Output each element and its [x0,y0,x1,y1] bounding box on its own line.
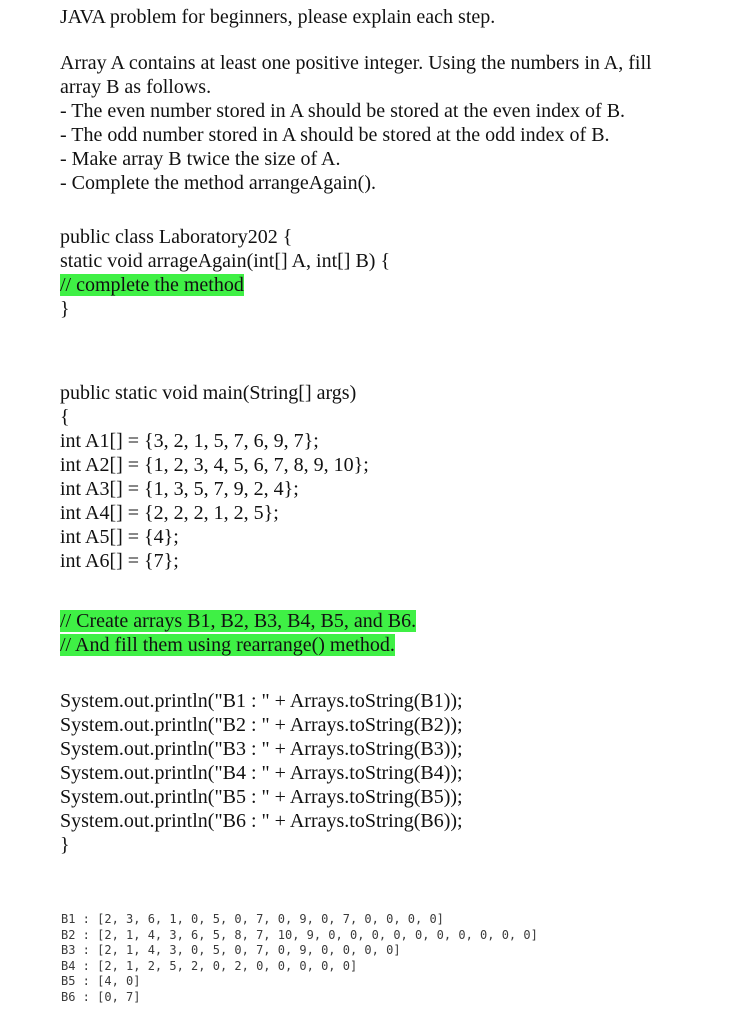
array-a4: int A4[] = {2, 2, 2, 1, 2, 5}; [60,502,279,524]
rule-size: - Make array B twice the size of A. [60,148,341,170]
print-b2: System.out.println("B2 : " + Arrays.toString(B2)); [60,714,463,736]
print-b5: System.out.println("B5 : " + Arrays.toString(B5)); [60,786,463,808]
array-a5: int A5[] = {4}; [60,526,179,548]
output-b4: B4 : [2, 1, 2, 5, 2, 0, 2, 0, 0, 0, 0, 0] [61,958,358,973]
print-b3: System.out.println("B3 : " + Arrays.toString(B3)); [60,738,463,760]
array-a3: int A3[] = {1, 3, 5, 7, 9, 2, 4}; [60,478,299,500]
console-output [61,912,751,1005]
intro-line-1: Array A contains at least one positive integer. Using the numbers in A, fill [60,52,652,74]
output-b1: B1 : [2, 3, 6, 1, 0, 5, 0, 7, 0, 9, 0, 7, 0, 0, 0, 0] [61,912,444,926]
method-comment-highlight: // complete the method [60,274,244,296]
main-open-brace: { [60,406,70,428]
fill-arrays-comment: // And fill them using rearrange() method. [60,634,395,656]
rule-even: - The even number stored in A should be stored at the even index of B. [60,100,626,122]
array-a1: int A1[] = {3, 2, 1, 5, 7, 6, 9, 7}; [60,430,319,452]
main-close-brace: } [60,834,70,856]
intro-line-2: array B as follows. [60,76,212,98]
create-arrays-comment: // Create arrays B1, B2, B3, B4, B5, and B6. [60,610,417,632]
class-declaration: public class Laboratory202 { [60,226,293,248]
print-b6: System.out.println("B6 : " + Arrays.toString(B6)); [60,810,463,832]
document [60,0,750,857]
rule-complete: - Complete the method arrangeAgain(). [60,172,376,194]
print-b1: System.out.println("B1 : " + Arrays.toString(B1)); [60,690,463,712]
main-declaration: public static void main(String[] args) [60,382,357,404]
output-b3: B3 : [2, 1, 4, 3, 0, 5, 0, 7, 0, 9, 0, 0, 0, 0] [61,943,401,957]
header-line: JAVA problem for beginners, please explain each step. [60,6,496,28]
output-b5: B5 : [4, 0] [61,974,141,988]
array-a2: int A2[] = {1, 2, 3, 4, 5, 6, 7, 8, 9, 10}; [60,454,369,476]
print-b4: System.out.println("B4 : " + Arrays.toString(B4)); [60,762,463,784]
method-declaration: static void arrageAgain(int[] A, int[] B) { [60,250,391,272]
array-a6: int A6[] = {7}; [60,550,179,572]
rule-odd: - The odd number stored in A should be stored at the odd index of B. [60,124,610,146]
output-b2: B2 : [2, 1, 4, 3, 6, 5, 8, 7, 10, 9, 0, 0, 0, 0, 0, 0, 0, 0, 0, 0] [61,927,538,942]
method-close-brace: } [60,298,70,320]
output-b6: B6 : [0, 7] [61,989,141,1004]
